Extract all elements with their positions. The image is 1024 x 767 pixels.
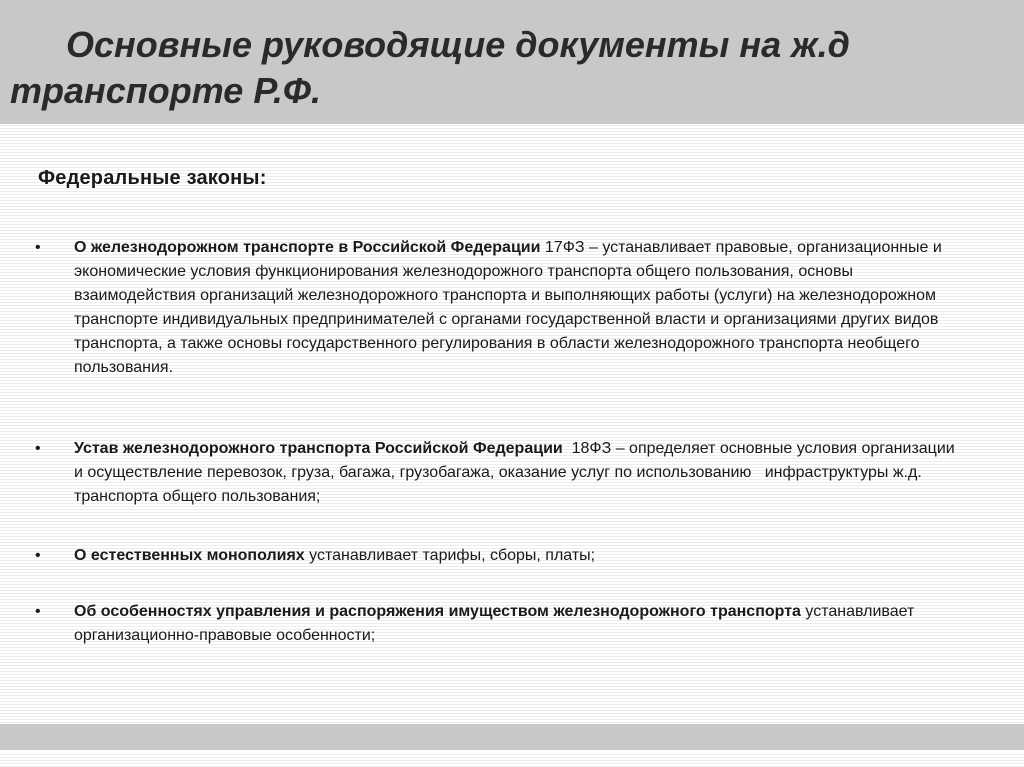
law-text	[74, 600, 966, 648]
bullet-marker: •	[35, 603, 41, 620]
title-bar	[0, 0, 1024, 124]
law-title: Об особенностях управления и распоряжения имуществом железнодорожного транспорта	[74, 603, 801, 620]
footer-stripes	[0, 752, 1024, 767]
section-heading: Федеральные законы:	[38, 167, 267, 189]
law-description: 18ФЗ – определяет основные условия организации и осуществление перевозок, груза, багажа, грузобагажа, оказание услуг по использованию инфраструктуры ж.д. транспорта общего пользования;	[74, 440, 960, 505]
law-description: устанавливает организационно-правовые особенности;	[74, 603, 919, 644]
law-title: О естественных монополиях	[74, 547, 305, 564]
law-title: О железнодорожном транспорте в Российской Федерации	[74, 239, 541, 256]
slide-content	[0, 124, 1024, 724]
law-text	[74, 437, 966, 509]
law-description: 17ФЗ – устанавливает правовые, организационные и экономические условия функционирования железнодорожного транспорта общего пользования, основы взаимодействия организаций железнодорожного транспорта и выполняющих работы (услуги) на железнодорожном транспорте индивидуальных предпринимателей с органами государственной власти и организациями других видов транспорта, а также основы государственного регулирования в области железнодорожного транспорта необщего пользования.	[74, 239, 947, 376]
law-title: Устав железнодорожного транспорта Российской Федерации	[74, 440, 563, 457]
law-description: устанавливает тарифы, сборы, платы;	[304, 547, 596, 564]
slide-title: Основные руководящие документы на ж.д транспорте Р.Ф.	[10, 24, 850, 111]
bullet-marker: •	[35, 547, 41, 564]
footer-bar	[0, 724, 1024, 750]
law-text	[74, 544, 966, 568]
law-text	[74, 236, 966, 380]
bullet-marker: •	[35, 440, 41, 457]
bullet-marker: •	[35, 239, 41, 256]
